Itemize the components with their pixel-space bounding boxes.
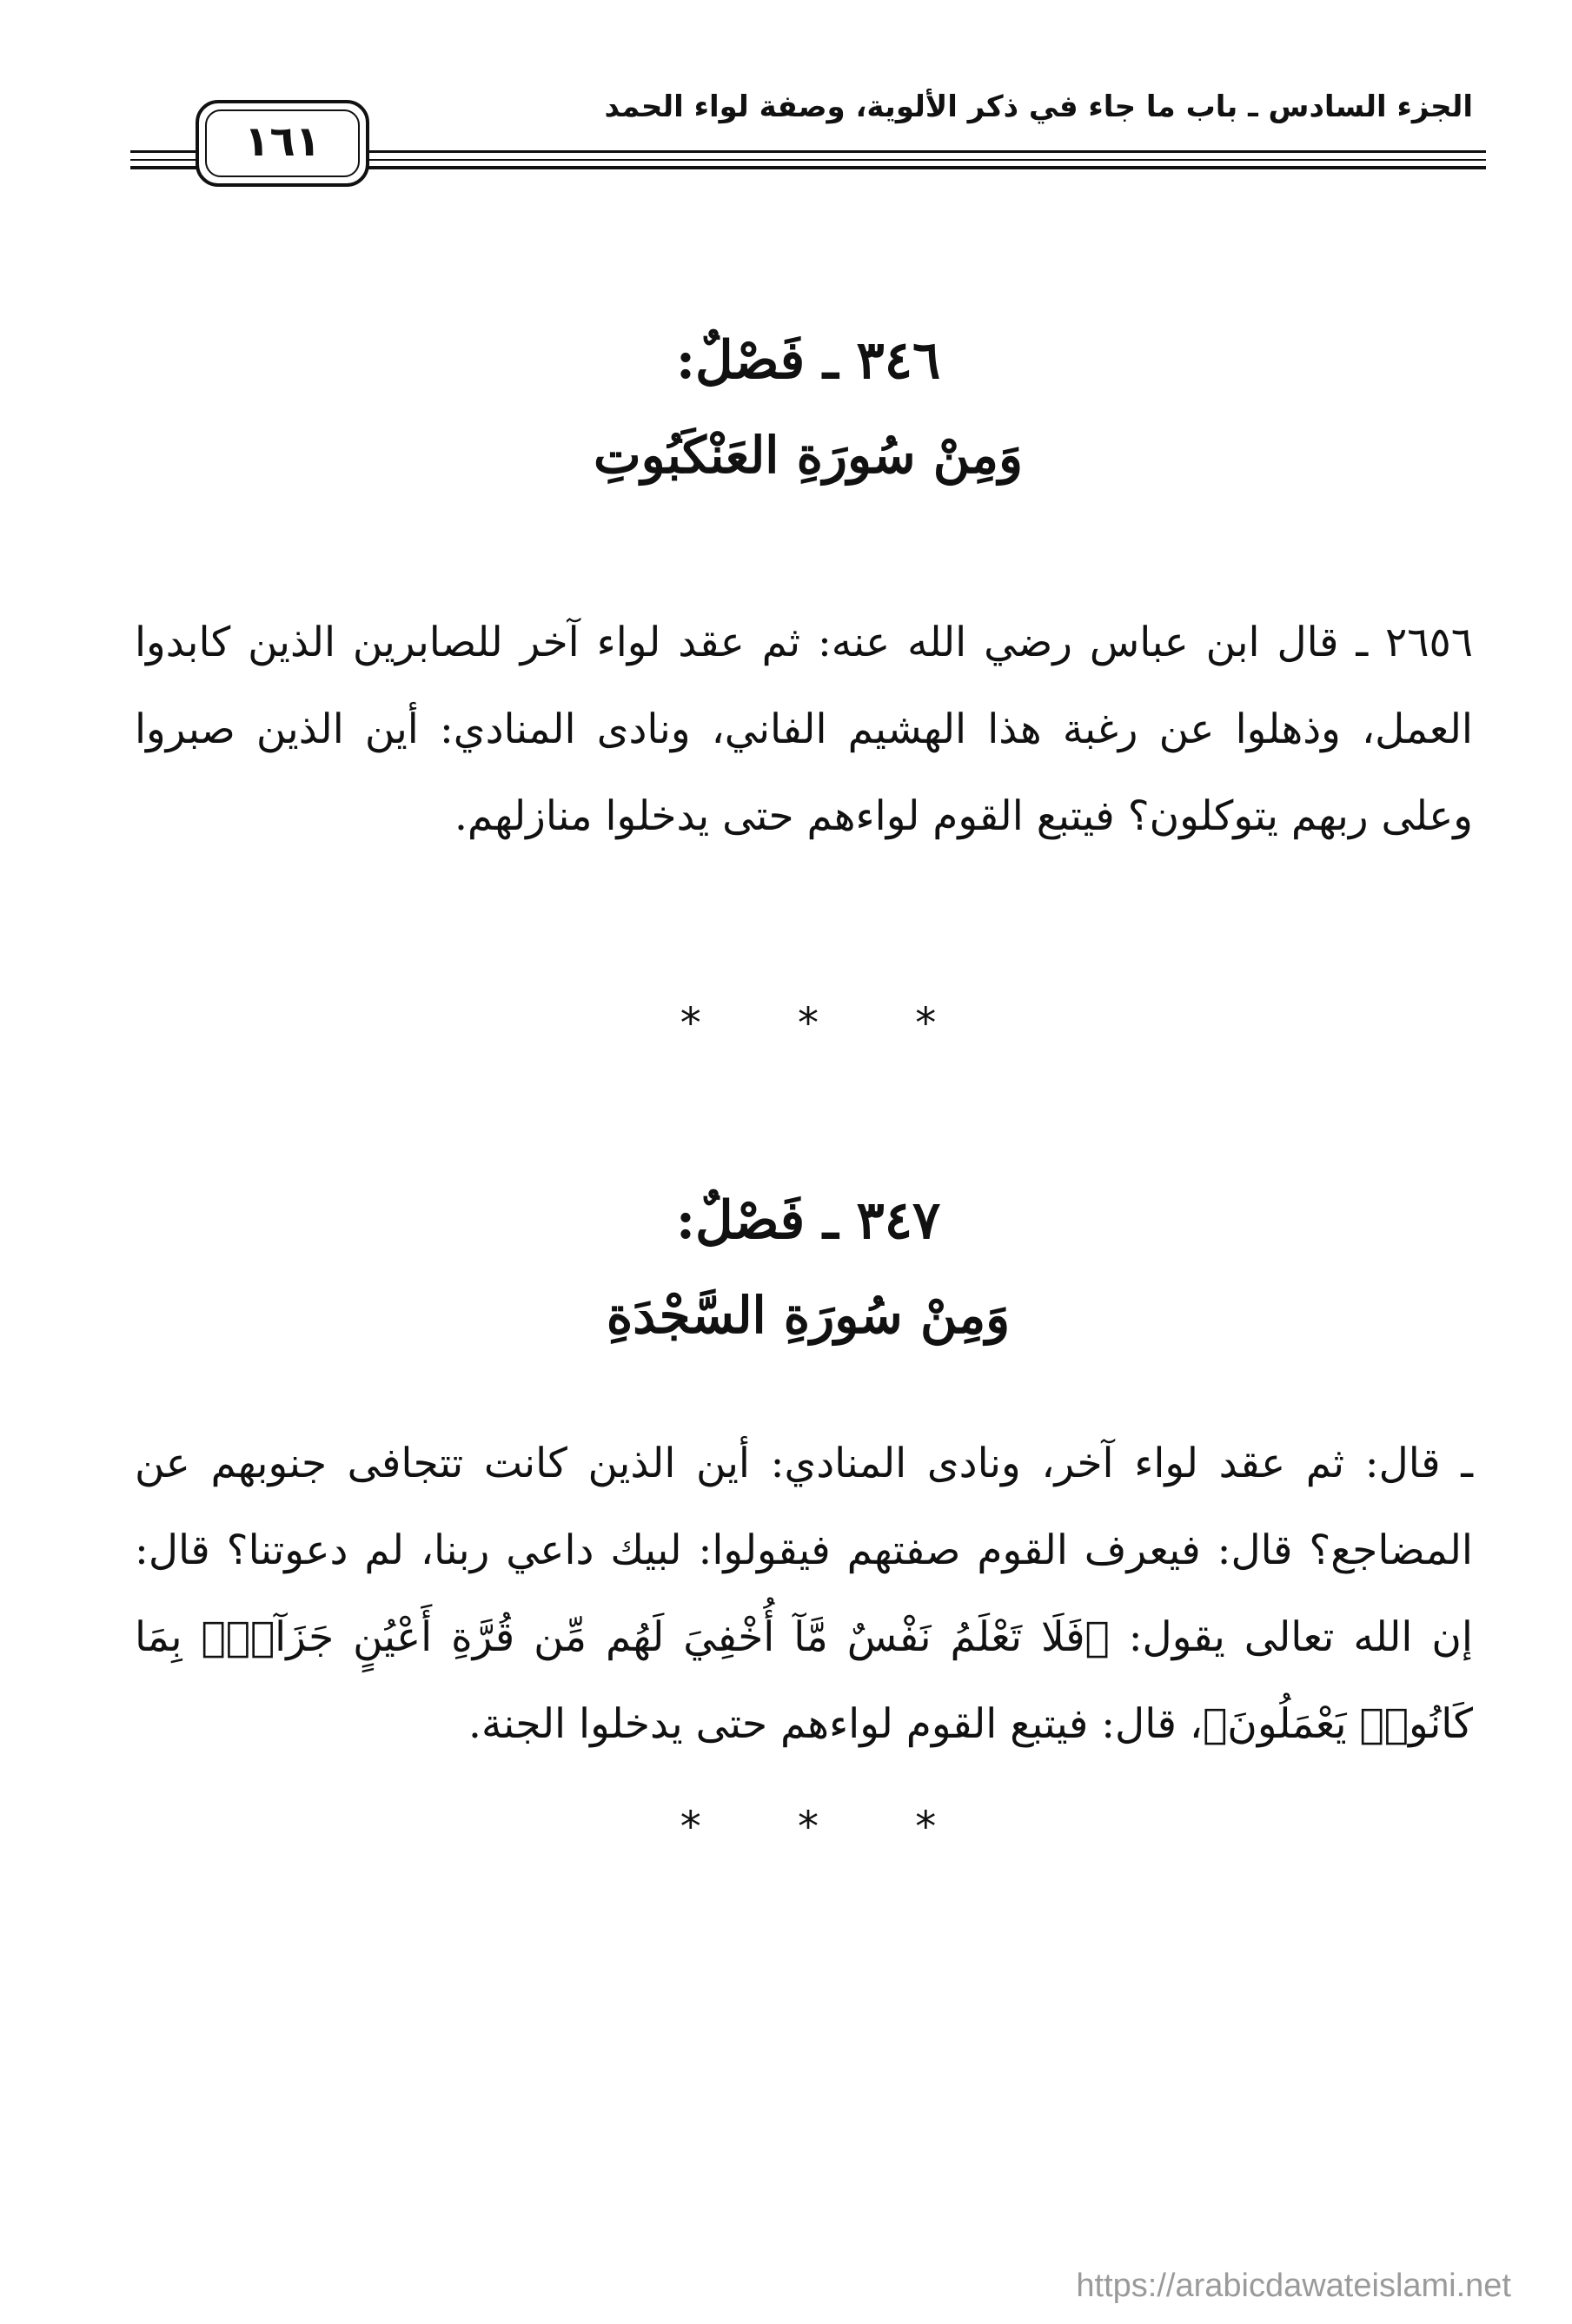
section-heading: ٣٤٧ ـ فَصْلٌ: xyxy=(675,1190,941,1251)
section-subheading: وَمِنْ سُورَةِ العَنْكَبُوتِ xyxy=(594,426,1023,485)
section-paragraph: ٢٦٥٦ ـ قال ابن عباس رضي الله عنه: ثم عقد لواء آخر للصابرين الذين كابدوا العمل، وذهلوا عن رغبة هذا الهشيم الفاني، ونادى المنادي: أين الذين صبروا وعلى ربهم يتوكلون؟ فيتبع القوم لواءهم حتى يدخلوا منازلهم. xyxy=(135,619,1473,840)
section-separator: * * * xyxy=(680,999,978,1048)
page-header xyxy=(130,83,1486,195)
section-subheading: وَمِنْ سُورَةِ السَّجْدَةِ xyxy=(606,1286,1011,1345)
section-heading: ٣٤٦ ـ فَصْلٌ: xyxy=(675,330,941,391)
section-separator: * * * xyxy=(680,1803,978,1851)
running-title: الجزء السادس ـ باب ما جاء في ذكر الألوية، وصفة لواء الحمد xyxy=(604,89,1473,124)
section-paragraph: ـ قال: ثم عقد لواء آخر، ونادى المنادي: أين الذين كانت تتجافى جنوبهم عن المضاجع؟ قال: فيعرف القوم صفتهم فيقولوا: لبيك داعي ربنا، لم دعوتنا؟ قال: إن الله تعالى يقول: ﴿فَلَا تَعْلَمُ نَفْسٌ مَّآ أُخْفِيَ لَهُم مِّن قُرَّةِ أَعْيُنٍ جَزَآءًۢ بِمَا كَانُوا۟ يَعْمَلُونَ﴾، قال: فيتبع القوم لواءهم حتى يدخلوا الجنة. xyxy=(135,1440,1473,1748)
watermark-url: https://arabicdawateislami.net xyxy=(1076,2268,1511,2304)
page-number: ١٦١ xyxy=(244,117,321,166)
page-number-frame xyxy=(196,100,369,187)
